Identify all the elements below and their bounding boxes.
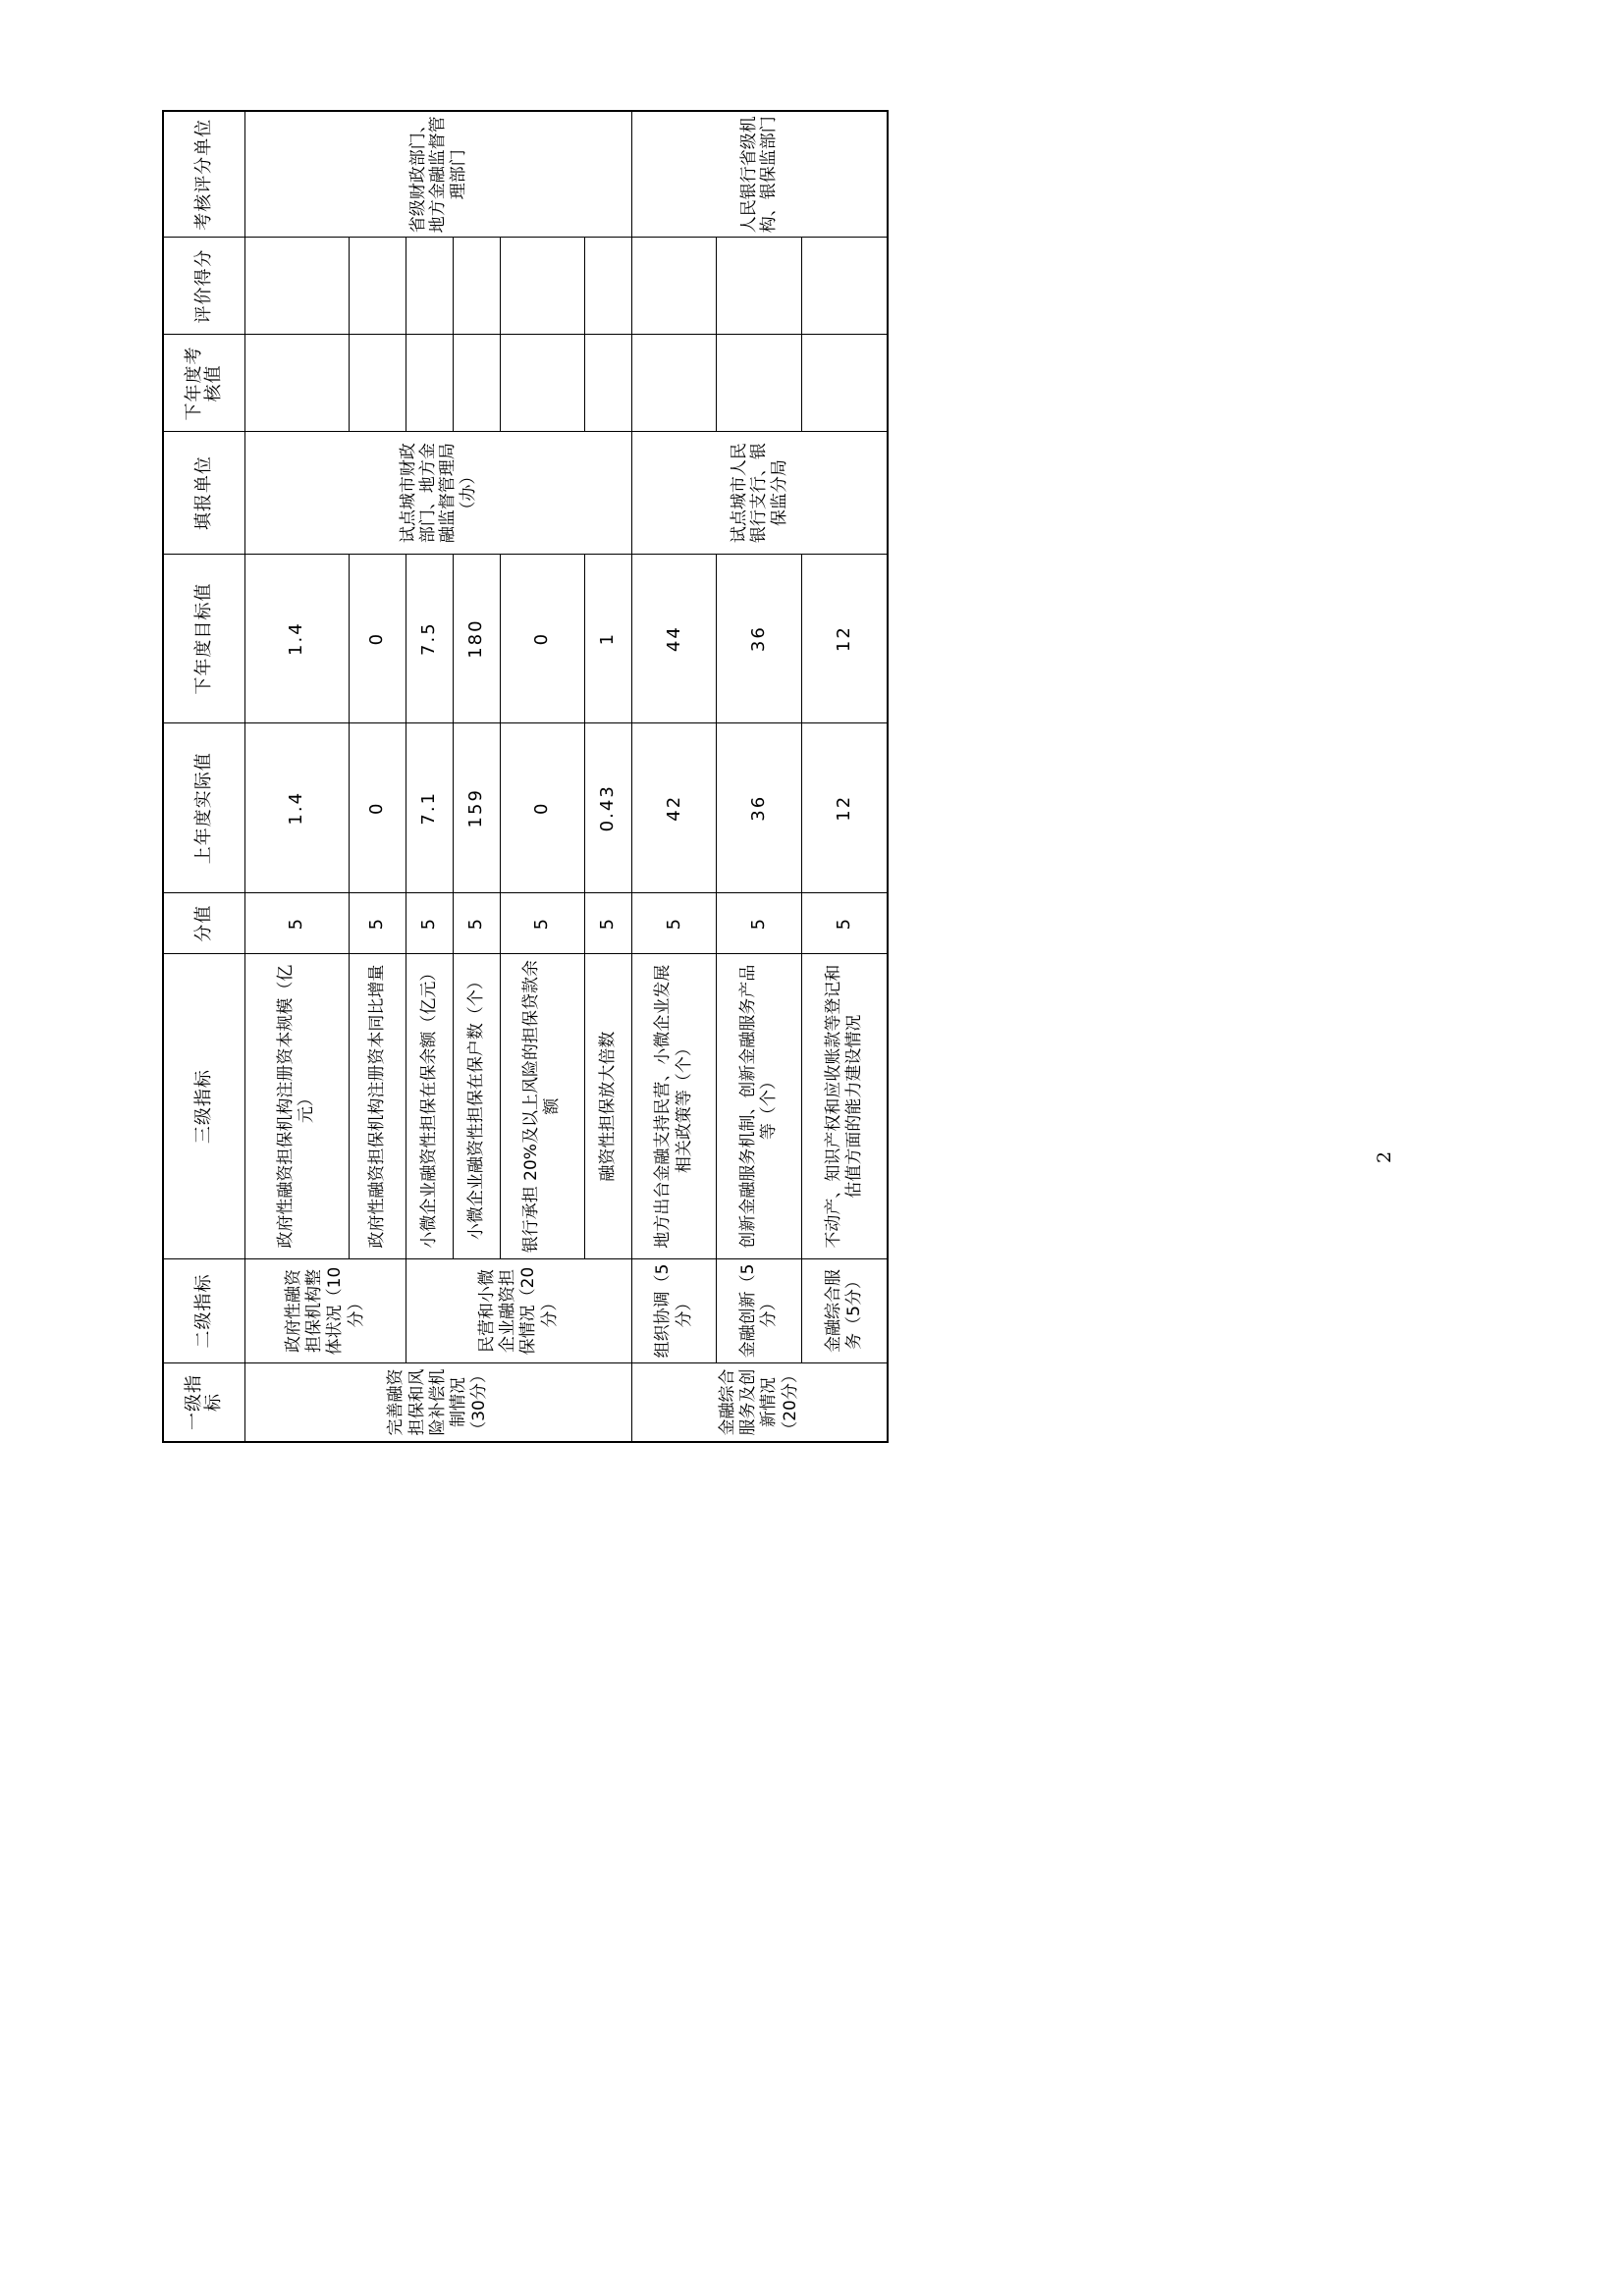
score-value: 5 [244,893,349,954]
score-value: 5 [453,893,500,954]
level2-indicator: 民营和小微企业融资担保情况（20分） [406,1259,631,1363]
evaluation-score [244,238,349,335]
column-header-level1: 一级指标 [163,1362,244,1442]
next-year-assessed-value [801,335,888,432]
table-row [500,111,585,1442]
table-row [406,111,453,1442]
column-header-level2: 二级指标 [163,1259,244,1363]
reporting-unit: 试点城市人民银行支行、银保监分局 [631,432,888,554]
next-year-target-value: 44 [631,554,717,723]
table-row [717,111,802,1442]
next-year-assessed-value [717,335,802,432]
level3-indicator: 银行承担 20%及以上风险的担保贷款余额 [500,954,585,1259]
last-year-actual-value: 42 [631,723,717,893]
score-value: 5 [406,893,453,954]
next-year-assessed-value [244,335,349,432]
reporting-unit: 试点城市财政部门、地方金融监督管理局（办） [244,432,631,554]
table-body [163,111,888,1442]
level3-indicator: 小微企业融资性担保在保余额（亿元） [406,954,453,1259]
next-year-assessed-value [453,335,500,432]
next-year-target-value: 7.5 [406,554,453,723]
column-header-level3: 三级指标 [163,954,244,1259]
next-year-assessed-value [631,335,717,432]
table-row [349,111,406,1442]
next-year-target-value: 36 [717,554,802,723]
column-header-nextcheck: 下年度考核值 [163,335,244,432]
level3-indicator: 创新金融服务机制、创新金融服务产品等（个） [717,954,802,1259]
column-header-reporter: 填报单位 [163,432,244,554]
table-row [453,111,500,1442]
next-year-assessed-value [406,335,453,432]
level1-indicator: 完善融资担保和风险补偿机制情况（30分） [244,1362,631,1442]
last-year-actual-value: 0 [500,723,585,893]
assessing-unit: 省级财政部门、地方金融监督管理部门 [244,111,631,238]
score-value: 5 [349,893,406,954]
level3-indicator: 政府性融资担保机构注册资本规模（亿元） [244,954,349,1259]
next-year-target-value: 1 [585,554,632,723]
last-year-actual-value: 36 [717,723,802,893]
page-number: 2 [1374,1150,1396,1164]
column-header-target: 下年度目标值 [163,554,244,723]
next-year-assessed-value [500,335,585,432]
rotated-table-wrapper [162,110,889,1443]
evaluation-score [717,238,802,335]
score-value: 5 [585,893,632,954]
evaluation-score [585,238,632,335]
level2-indicator: 政府性融资担保机构整体状况（10分） [244,1259,406,1363]
evaluation-score [631,238,717,335]
level3-indicator: 地方出台金融支持民营、小微企业发展相关政策等（个） [631,954,717,1259]
table-row [631,111,717,1442]
column-header-evalscore: 评价得分 [163,238,244,335]
column-header-lastyear: 上年度实际值 [163,723,244,893]
last-year-actual-value: 0.43 [585,723,632,893]
next-year-assessed-value [585,335,632,432]
level3-indicator: 融资性担保放大倍数 [585,954,632,1259]
last-year-actual-value: 7.1 [406,723,453,893]
table-row [244,111,349,1442]
last-year-actual-value: 1.4 [244,723,349,893]
next-year-target-value: 180 [453,554,500,723]
level3-indicator: 小微企业融资性担保在保户数（个） [453,954,500,1259]
next-year-target-value: 0 [500,554,585,723]
column-header-score: 分值 [163,893,244,954]
evaluation-score [406,238,453,335]
next-year-target-value: 1.4 [244,554,349,723]
last-year-actual-value: 12 [801,723,888,893]
last-year-actual-value: 159 [453,723,500,893]
evaluation-score [801,238,888,335]
next-year-target-value: 12 [801,554,888,723]
score-value: 5 [500,893,585,954]
score-value: 5 [717,893,802,954]
level2-indicator: 组织协调（5分） [631,1259,717,1363]
evaluation-score [453,238,500,335]
table-row [585,111,632,1442]
table-row [801,111,888,1442]
next-year-assessed-value [349,335,406,432]
evaluation-score [500,238,585,335]
score-value: 5 [801,893,888,954]
level2-indicator: 金融综合服务（5分） [801,1259,888,1363]
column-header-assessor: 考核评分单位 [163,111,244,238]
assessment-table [162,110,889,1443]
score-value: 5 [631,893,717,954]
assessing-unit: 人民银行省级机构、银保监部门 [631,111,888,238]
level3-indicator: 政府性融资担保机构注册资本同比增量 [349,954,406,1259]
last-year-actual-value: 0 [349,723,406,893]
level1-indicator: 金融综合服务及创新情况（20分） [631,1362,888,1442]
level3-indicator: 不动产、知识产权和应收账款等登记和估值方面的能力建设情况 [801,954,888,1259]
evaluation-score [349,238,406,335]
next-year-target-value: 0 [349,554,406,723]
level2-indicator: 金融创新（5分） [717,1259,802,1363]
